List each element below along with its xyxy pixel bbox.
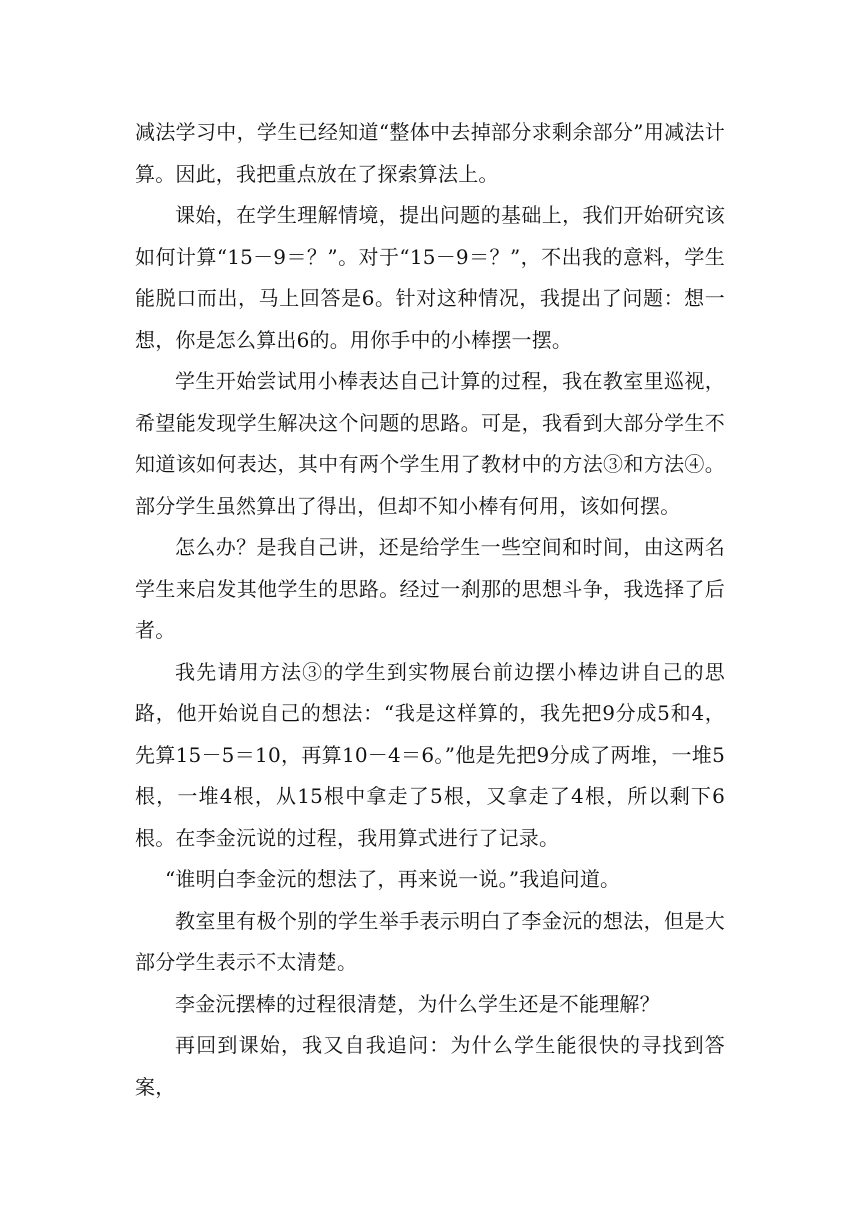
paragraph: 李金沅摆棒的过程很清楚，为什么学生还是不能理解？ <box>175 991 660 1016</box>
paragraph: “谁明白李金沅的想法了，再来说一说。”我追问道。 <box>165 867 621 891</box>
paragraph: 怎么办？是我自己讲，还是给学生一些空间和时间，由这两名学生来启发其他学生的思路。经过一刹那的思想斗争，我选择了后者。 <box>135 535 725 642</box>
paragraph: 再回到课始，我又自我追问：为什么学生能很快的寻找到答案， <box>135 1033 725 1099</box>
paragraph: 减法学习中，学生已经知道“整体中去掉部分求剩余部分”用减法计算。因此，我把重点放在了探索算法上。 <box>135 120 725 186</box>
paragraph: 学生开始尝试用小棒表达自己计算的过程，我在教室里巡视，希望能发现学生解决这个问题的思路。可是，我看到大部分学生不知道该如何表达，其中有两个学生用了教材中的方法③和方法④。部分学生虽然算出了得出，但却不知小棒有何用，该如何摆。 <box>135 369 725 518</box>
paragraph: 教室里有极个别的学生举手表示明白了李金沅的想法，但是大部分学生表示不太清楚。 <box>135 908 725 974</box>
paragraph: 我先请用方法③的学生到实物展台前边摆小棒边讲自己的思路，他开始说自己的想法：“我是这样算的，我先把9分成5和4，先算15－5＝10，再算10－4＝6。”他是先把9分成了两堆，一堆5根，一堆4根，从15根中拿走了5根，又拿走了4根，所以剩下6根。在李金沅说的过程，我用算式进行了记录。 <box>135 659 725 850</box>
document-body <box>135 112 725 1108</box>
paragraph: 课始，在学生理解情境，提出问题的基础上，我们开始研究该如何计算“15－9＝？”。对于“15－9＝？”，不出我的意料，学生能脱口而出，马上回答是6。针对这种情况，我提出了问题：想一想，你是怎么算出6的。用你手中的小棒摆一摆。 <box>135 203 725 352</box>
